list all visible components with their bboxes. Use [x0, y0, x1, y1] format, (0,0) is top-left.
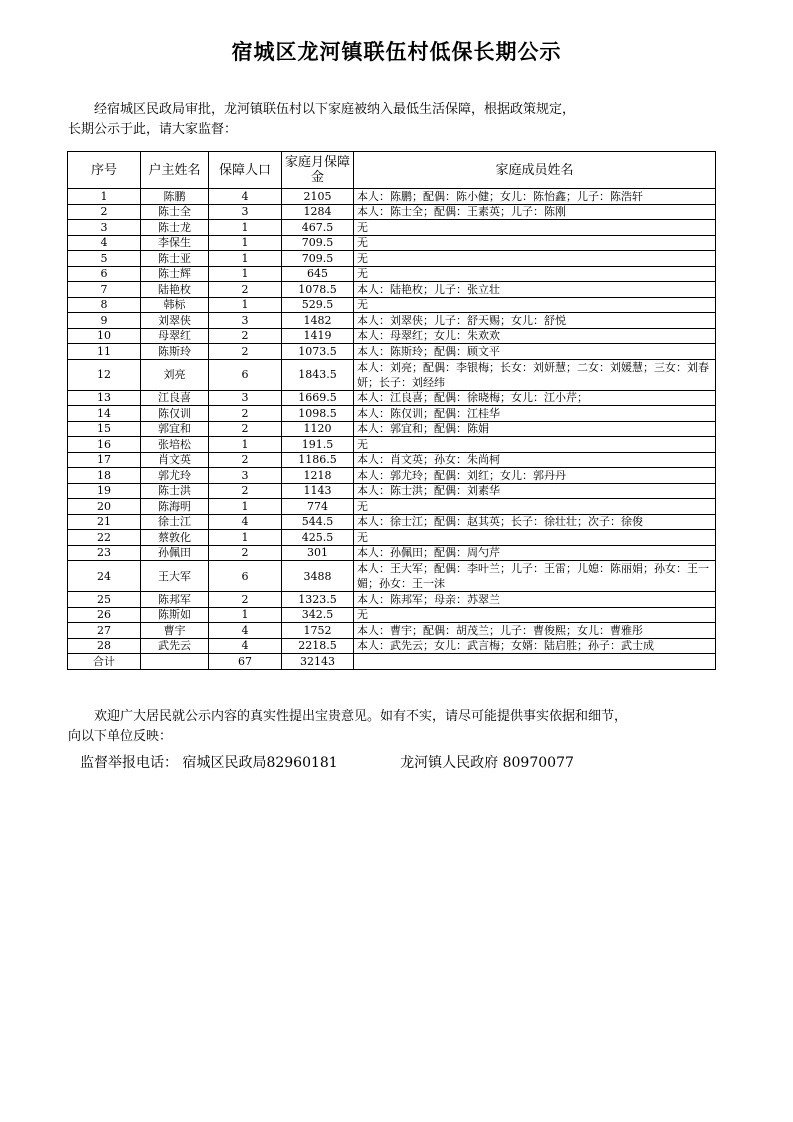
header-householder: 户主姓名 — [141, 152, 209, 189]
row-family-members: 无 — [354, 499, 716, 515]
row-householder: 郭尤玲 — [141, 468, 209, 484]
table-row — [68, 328, 716, 344]
row-family-members: 本人：肖文英；孙女：朱尚柯 — [354, 452, 716, 468]
total-count: 67 — [209, 654, 282, 670]
row-family-members: 本人：徐士江；配偶：赵其英；长子：徐壮壮；次子：徐俊 — [354, 514, 716, 530]
table-row — [68, 468, 716, 484]
row-covered-persons: 3 — [209, 204, 282, 220]
row-serial: 14 — [68, 406, 141, 422]
row-monthly-amount: 1482 — [282, 313, 354, 329]
row-monthly-amount: 709.5 — [282, 251, 354, 267]
contact-bureau: 宿城区民政局82960181 — [182, 755, 338, 771]
row-covered-persons: 1 — [209, 437, 282, 453]
row-covered-persons: 2 — [209, 452, 282, 468]
row-serial: 10 — [68, 328, 141, 344]
row-monthly-amount: 645 — [282, 266, 354, 282]
row-covered-persons: 3 — [209, 390, 282, 406]
row-monthly-amount: 1098.5 — [282, 406, 354, 422]
row-covered-persons: 2 — [209, 328, 282, 344]
row-householder: 曹宇 — [141, 623, 209, 639]
row-serial: 22 — [68, 530, 141, 546]
table-row — [68, 189, 716, 205]
row-family-members: 无 — [354, 607, 716, 623]
row-householder: 孙佩田 — [141, 545, 209, 561]
row-family-members: 本人：孙佩田；配偶：周勺芹 — [354, 545, 716, 561]
table-row — [68, 390, 716, 406]
row-family-members: 本人：陈士全；配偶：王素英；儿子：陈刚 — [354, 204, 716, 220]
row-serial: 23 — [68, 545, 141, 561]
row-family-members: 本人：郭尤玲；配偶：刘红；女儿：郭丹丹 — [354, 468, 716, 484]
row-family-members: 无 — [354, 251, 716, 267]
row-family-members: 本人：武先云；女儿：武言梅；女婿：陆启胜；孙子：武士成 — [354, 638, 716, 654]
footer-paragraph — [68, 707, 728, 747]
table-row — [68, 344, 716, 360]
total-amount: 32143 — [282, 654, 354, 670]
row-covered-persons: 4 — [209, 638, 282, 654]
header-monthly-amount-label: 家庭月保障 金 — [284, 155, 364, 185]
row-householder: 郭宜和 — [141, 421, 209, 437]
row-covered-persons: 2 — [209, 592, 282, 608]
row-monthly-amount: 529.5 — [282, 297, 354, 313]
table-row — [68, 530, 716, 546]
row-covered-persons: 4 — [209, 189, 282, 205]
table-row — [68, 592, 716, 608]
row-covered-persons: 2 — [209, 406, 282, 422]
row-monthly-amount: 774 — [282, 499, 354, 515]
contact-government: 龙河镇人民政府 80970077 — [400, 755, 574, 771]
row-monthly-amount: 1843.5 — [282, 359, 354, 390]
row-family-members: 无 — [354, 530, 716, 546]
row-monthly-amount: 1752 — [282, 623, 354, 639]
intro-paragraph — [68, 100, 718, 140]
row-family-members: 本人：陈鹏；配偶：陈小健；女儿：陈怡鑫；儿子：陈浩轩 — [354, 189, 716, 205]
table-row — [68, 561, 716, 592]
subsidy-table — [67, 151, 716, 670]
table-row — [68, 359, 716, 390]
row-covered-persons: 1 — [209, 499, 282, 515]
row-householder: 陈士洪 — [141, 483, 209, 499]
row-monthly-amount: 301 — [282, 545, 354, 561]
row-householder: 刘亮 — [141, 359, 209, 390]
row-family-members: 本人：陈邦军；母亲：苏翠兰 — [354, 592, 716, 608]
table-row — [68, 266, 716, 282]
table-row — [68, 204, 716, 220]
table-row — [68, 297, 716, 313]
row-covered-persons: 2 — [209, 344, 282, 360]
row-covered-persons: 2 — [209, 483, 282, 499]
row-serial: 8 — [68, 297, 141, 313]
row-covered-persons: 4 — [209, 514, 282, 530]
table-row — [68, 483, 716, 499]
header-covered-persons: 保障人口 — [209, 152, 282, 189]
row-serial: 15 — [68, 421, 141, 437]
table-row — [68, 437, 716, 453]
table-row — [68, 406, 716, 422]
contact-label: 监督举报电话： — [80, 755, 178, 771]
row-householder: 陈鹏 — [141, 189, 209, 205]
row-monthly-amount: 709.5 — [282, 235, 354, 251]
row-monthly-amount: 1120 — [282, 421, 354, 437]
table-row — [68, 452, 716, 468]
row-householder: 蔡敦化 — [141, 530, 209, 546]
row-covered-persons: 1 — [209, 251, 282, 267]
row-serial: 3 — [68, 220, 141, 236]
row-family-members: 无 — [354, 266, 716, 282]
row-covered-persons: 1 — [209, 297, 282, 313]
row-family-members: 本人：陆艳枚；儿子：张立壮 — [354, 282, 716, 298]
row-covered-persons: 3 — [209, 468, 282, 484]
row-serial: 12 — [68, 359, 141, 390]
row-householder: 肖文英 — [141, 452, 209, 468]
row-monthly-amount: 544.5 — [282, 514, 354, 530]
row-family-members: 本人：王大军；配偶：李叶兰；儿子：王雷；儿媳：陈丽娟；孙女：王一媚；孙女：王一沫 — [354, 561, 716, 592]
row-householder: 徐士江 — [141, 514, 209, 530]
row-covered-persons: 2 — [209, 421, 282, 437]
total-label: 合计 — [68, 654, 141, 670]
row-householder: 陈斯玲 — [141, 344, 209, 360]
row-householder: 陆艳枚 — [141, 282, 209, 298]
row-householder: 母翠红 — [141, 328, 209, 344]
table-row — [68, 235, 716, 251]
row-monthly-amount: 425.5 — [282, 530, 354, 546]
row-monthly-amount: 3488 — [282, 561, 354, 592]
row-householder: 李保生 — [141, 235, 209, 251]
row-covered-persons: 1 — [209, 530, 282, 546]
row-covered-persons: 1 — [209, 266, 282, 282]
row-family-members: 本人：江良喜；配偶：徐晓梅；女儿：江小芹； — [354, 390, 716, 406]
row-family-members: 本人：陈斯玲；配偶：顾文平 — [354, 344, 716, 360]
row-family-members: 无 — [354, 437, 716, 453]
row-householder: 陈士全 — [141, 204, 209, 220]
header-serial: 序号 — [68, 152, 141, 189]
row-family-members: 本人：刘亮；配偶：李银梅；长女：刘妍慧；二女：刘媛慧；三女：刘春妍；长子：刘经纬 — [354, 359, 716, 390]
intro-line-1: 经宿城区民政局审批，龙河镇联伍村以下家庭被纳入最低生活保障，根据政策规定， — [94, 102, 576, 117]
row-householder: 江良喜 — [141, 390, 209, 406]
table-header-row — [68, 152, 716, 189]
row-serial: 26 — [68, 607, 141, 623]
table-row — [68, 421, 716, 437]
table-row — [68, 514, 716, 530]
row-family-members: 本人：陈士洪；配偶：刘素华 — [354, 483, 716, 499]
row-serial: 20 — [68, 499, 141, 515]
row-householder: 王大军 — [141, 561, 209, 592]
row-serial: 7 — [68, 282, 141, 298]
row-family-members: 本人：郭宜和；配偶：陈娟 — [354, 421, 716, 437]
row-serial: 16 — [68, 437, 141, 453]
table-row — [68, 499, 716, 515]
row-monthly-amount: 1218 — [282, 468, 354, 484]
row-householder: 陈士辉 — [141, 266, 209, 282]
row-householder: 陈邦军 — [141, 592, 209, 608]
row-monthly-amount: 1078.5 — [282, 282, 354, 298]
row-covered-persons: 6 — [209, 359, 282, 390]
row-householder: 武先云 — [141, 638, 209, 654]
row-family-members: 无 — [354, 220, 716, 236]
row-monthly-amount: 2218.5 — [282, 638, 354, 654]
row-monthly-amount: 1073.5 — [282, 344, 354, 360]
row-serial: 17 — [68, 452, 141, 468]
row-family-members: 本人：母翠红；女儿：朱欢欢 — [354, 328, 716, 344]
row-monthly-amount: 1143 — [282, 483, 354, 499]
row-monthly-amount: 342.5 — [282, 607, 354, 623]
row-serial: 27 — [68, 623, 141, 639]
row-serial: 28 — [68, 638, 141, 654]
row-householder: 刘翠侠 — [141, 313, 209, 329]
total-row — [68, 654, 716, 670]
row-monthly-amount: 467.5 — [282, 220, 354, 236]
footer-line-1: 欢迎广大居民就公示内容的真实性提出宝贵意见。如有不实，请尽可能提供事实依据和细节， — [94, 709, 628, 724]
table-row — [68, 545, 716, 561]
table-row — [68, 607, 716, 623]
row-monthly-amount: 1284 — [282, 204, 354, 220]
table-row — [68, 251, 716, 267]
row-covered-persons: 3 — [209, 313, 282, 329]
total-members — [354, 654, 716, 670]
row-serial: 1 — [68, 189, 141, 205]
row-serial: 2 — [68, 204, 141, 220]
row-serial: 13 — [68, 390, 141, 406]
table-body — [68, 189, 716, 654]
row-householder: 陈斯如 — [141, 607, 209, 623]
table-row — [68, 282, 716, 298]
table-row — [68, 220, 716, 236]
row-serial: 4 — [68, 235, 141, 251]
row-serial: 5 — [68, 251, 141, 267]
row-monthly-amount: 1186.5 — [282, 452, 354, 468]
row-monthly-amount: 191.5 — [282, 437, 354, 453]
row-serial: 9 — [68, 313, 141, 329]
row-serial: 21 — [68, 514, 141, 530]
intro-line-2: 长期公示于此，请大家监督： — [68, 122, 238, 137]
row-family-members: 本人：刘翠侠；儿子：舒天赐；女儿：舒悦 — [354, 313, 716, 329]
row-family-members: 本人：曹宇；配偶：胡茂兰；儿子：曹俊熙；女儿：曹雅彤 — [354, 623, 716, 639]
row-covered-persons: 2 — [209, 282, 282, 298]
table-row — [68, 313, 716, 329]
row-covered-persons: 4 — [209, 623, 282, 639]
row-covered-persons: 1 — [209, 235, 282, 251]
row-covered-persons: 6 — [209, 561, 282, 592]
page-title: 宿城区龙河镇联伍村低保长期公示 — [231, 40, 562, 64]
row-covered-persons: 1 — [209, 607, 282, 623]
row-monthly-amount: 1419 — [282, 328, 354, 344]
row-householder: 陈士龙 — [141, 220, 209, 236]
row-householder: 张培松 — [141, 437, 209, 453]
row-monthly-amount: 2105 — [282, 189, 354, 205]
table-row — [68, 638, 716, 654]
row-family-members: 无 — [354, 235, 716, 251]
row-monthly-amount: 1669.5 — [282, 390, 354, 406]
row-serial: 11 — [68, 344, 141, 360]
row-monthly-amount: 1323.5 — [282, 592, 354, 608]
header-family-members: 家庭成员姓名 — [354, 152, 716, 189]
row-householder: 陈海明 — [141, 499, 209, 515]
row-covered-persons: 2 — [209, 545, 282, 561]
row-serial: 18 — [68, 468, 141, 484]
footer-line-2: 向以下单位反映： — [68, 729, 173, 744]
row-family-members: 无 — [354, 297, 716, 313]
row-householder: 陈士亚 — [141, 251, 209, 267]
row-family-members: 本人：陈仅训；配偶：江桂华 — [354, 406, 716, 422]
row-householder: 韩标 — [141, 297, 209, 313]
row-serial: 19 — [68, 483, 141, 499]
header-monthly-amount — [282, 152, 364, 189]
row-serial: 6 — [68, 266, 141, 282]
total-empty — [141, 654, 209, 670]
row-covered-persons: 1 — [209, 220, 282, 236]
row-householder: 陈仅训 — [141, 406, 209, 422]
table-row — [68, 623, 716, 639]
row-serial: 25 — [68, 592, 141, 608]
row-serial: 24 — [68, 561, 141, 592]
contact-line — [80, 752, 574, 772]
